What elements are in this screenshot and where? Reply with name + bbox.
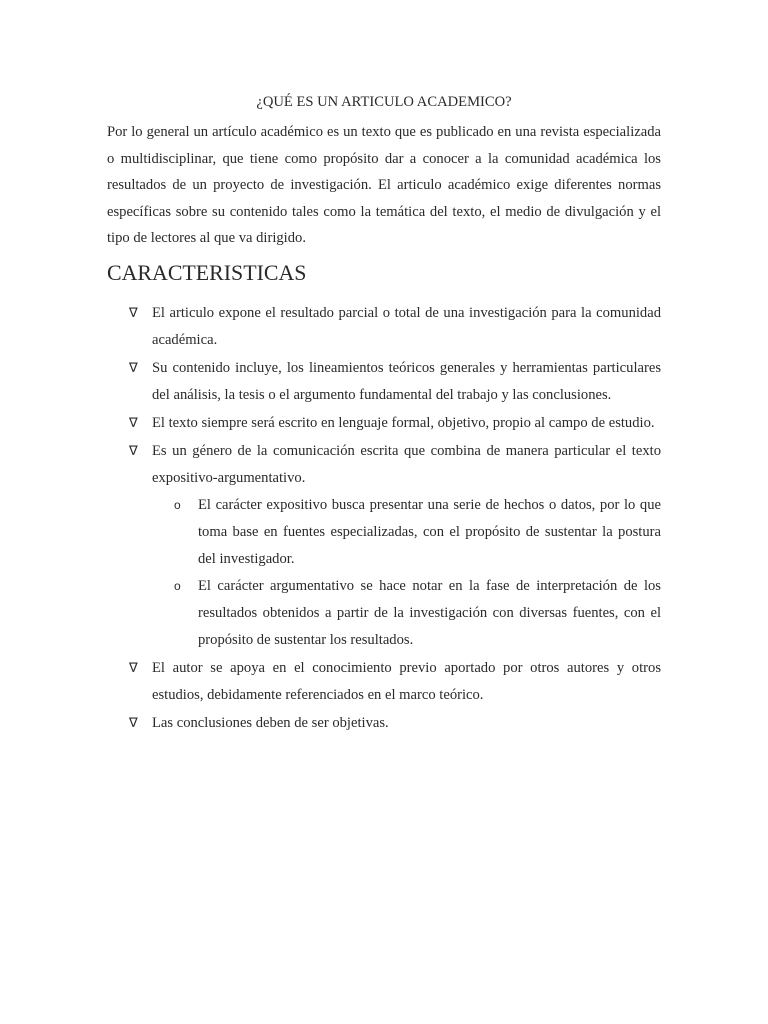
intro-paragraph: Por lo general un artículo académico es un texto que es publicado en una revista especializada o multidisciplinar, que tiene como propósito dar a conocer a la comunidad académica los resultados de un proyecto de investigación. El articulo académico exige diferentes normas específicas sobre su contenido tales como la temática del texto, el medio de divulgación y el tipo de lectores al que va dirigido.	[107, 124, 661, 247]
nabla-bullet-icon: ∇	[129, 361, 138, 376]
list-item	[107, 710, 661, 737]
nabla-bullet-icon: ∇	[129, 416, 138, 431]
circle-bullet-icon: o	[174, 579, 181, 593]
list-item	[107, 410, 661, 437]
document-title: ¿QUÉ ES UN ARTICULO ACADEMICO?	[256, 94, 512, 110]
list-item-text: El texto siempre será escrito en lenguaje formal, objetivo, propio al campo de estudio.	[152, 415, 655, 431]
list-item	[107, 438, 661, 654]
sub-list-item-text: El carácter expositivo busca presentar una serie de hechos o datos, por lo que toma base en fuentes especializadas, con el propósito de sustentar la postura del investigador.	[198, 497, 661, 567]
sub-list-item	[152, 492, 661, 573]
nabla-bullet-icon: ∇	[129, 716, 138, 731]
list-item-text: Es un género de la comunicación escrita que combina de manera particular el texto expositivo-argumentativo.	[152, 443, 661, 486]
characteristics-list	[107, 300, 661, 738]
list-item	[107, 300, 661, 354]
section-heading: CARACTERISTICAS	[107, 260, 307, 285]
sub-list	[152, 492, 661, 654]
list-item-text: Su contenido incluye, los lineamientos teóricos generales y herramientas particulares del análisis, la tesis o el argumento fundamental del trabajo y las conclusiones.	[152, 360, 661, 403]
list-item-text: Las conclusiones deben de ser objetivas.	[152, 715, 389, 731]
sub-list-item-text: El carácter argumentativo se hace notar en la fase de interpretación de los resultados obtenidos a partir de la investigación con diversas fuentes, con el propósito de sustentar los resultados.	[198, 578, 661, 648]
nabla-bullet-icon: ∇	[129, 444, 138, 459]
list-item-text: El autor se apoya en el conocimiento previo aportado por otros autores y otros estudios, debidamente referenciados en el marco teórico.	[152, 660, 661, 703]
list-item	[107, 655, 661, 709]
list-item-text: El articulo expone el resultado parcial o total de una investigación para la comunidad académica.	[152, 305, 661, 348]
list-item	[107, 355, 661, 409]
nabla-bullet-icon: ∇	[129, 661, 138, 676]
document-page	[107, 0, 661, 1024]
sub-list-item	[152, 573, 661, 654]
nabla-bullet-icon: ∇	[129, 306, 138, 321]
circle-bullet-icon: o	[174, 498, 181, 512]
